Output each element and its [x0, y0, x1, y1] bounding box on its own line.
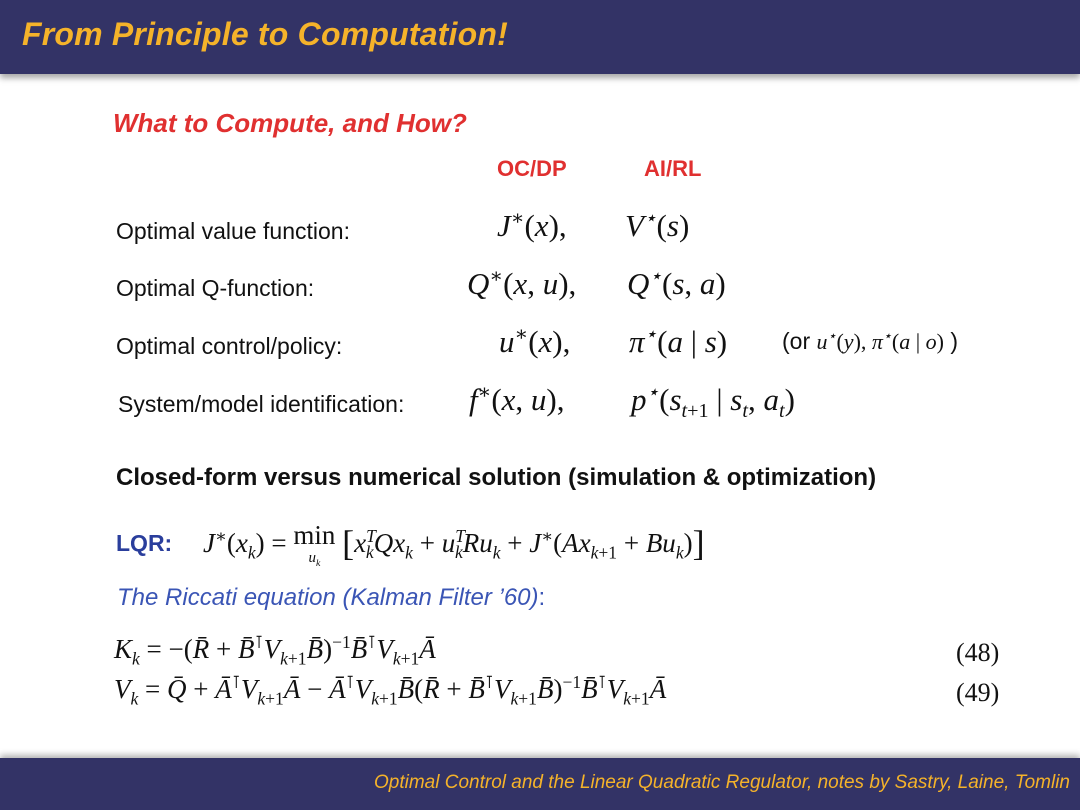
slide-title: From Principle to Computation! — [22, 16, 508, 52]
footer-bar — [0, 758, 1080, 810]
footer-citation: Optimal Control and the Linear Quadratic Regulator, notes by Sastry, Laine, Tomlin — [374, 772, 1070, 793]
column-header-airl: AI/RL — [644, 156, 702, 181]
row-label-q-function: Optimal Q-function: — [116, 275, 315, 301]
policy-note: (or u⋆(y), π⋆(a | o) ) — [782, 328, 958, 354]
math-q-airl: Q⋆(s, a) — [627, 265, 726, 301]
math-model-ocdp: f∗(x, u), — [469, 381, 565, 417]
riccati-caption: The Riccati equation (Kalman Filter ’60): — [117, 584, 546, 611]
row-label-model-id: System/model identification: — [118, 391, 405, 417]
section-title: What to Compute, and How? — [113, 108, 467, 138]
equation-48: $K_k$ = −(R̄ + $B̄^⊺V_{k+1}B̄)^{-1}B̄^⊺V_{k+1}Ā$ — [114, 632, 436, 669]
math-value-ocdp: J∗(x), — [497, 207, 567, 243]
column-header-ocdp: OC/DP — [497, 156, 567, 181]
math-model-airl: $p^⋆(s_{t+1}$ | $s_t$, $a_t$) — [631, 381, 795, 423]
row-label-value-function: Optimal value function: — [116, 218, 350, 244]
math-policy-ocdp: u∗(x), — [499, 323, 571, 359]
math-q-ocdp: Q∗(x, u), — [467, 265, 577, 301]
math-policy-airl: π⋆(a | s) — [629, 323, 728, 359]
equation-49: $V_k$ = Q̄ + $Ā^⊺V_{k+1}Ā$ − $Ā^⊺V_{k+1}B̄(R̄$ + $B̄^⊺V_{k+1}B̄)^{-1}B̄^⊺V_{k+1}Ā$ — [114, 672, 667, 709]
lqr-equation: $J^∗(x_k) = \min$ $u_k$ $[x^T_kQx_k + u^T_kRu_k + J^∗(Ax_{k+1} + Bu_k)]$ — [203, 520, 705, 569]
header-bar — [0, 0, 1080, 74]
math-value-airl: V⋆(s) — [625, 207, 690, 243]
equation-number-48: (48) — [956, 638, 1000, 667]
row-label-policy: Optimal control/policy: — [116, 333, 343, 359]
lqr-label: LQR: — [116, 530, 173, 556]
equation-number-49: (49) — [956, 678, 1000, 707]
closed-form-heading: Closed-form versus numerical solution (simulation & optimization) — [116, 464, 877, 491]
